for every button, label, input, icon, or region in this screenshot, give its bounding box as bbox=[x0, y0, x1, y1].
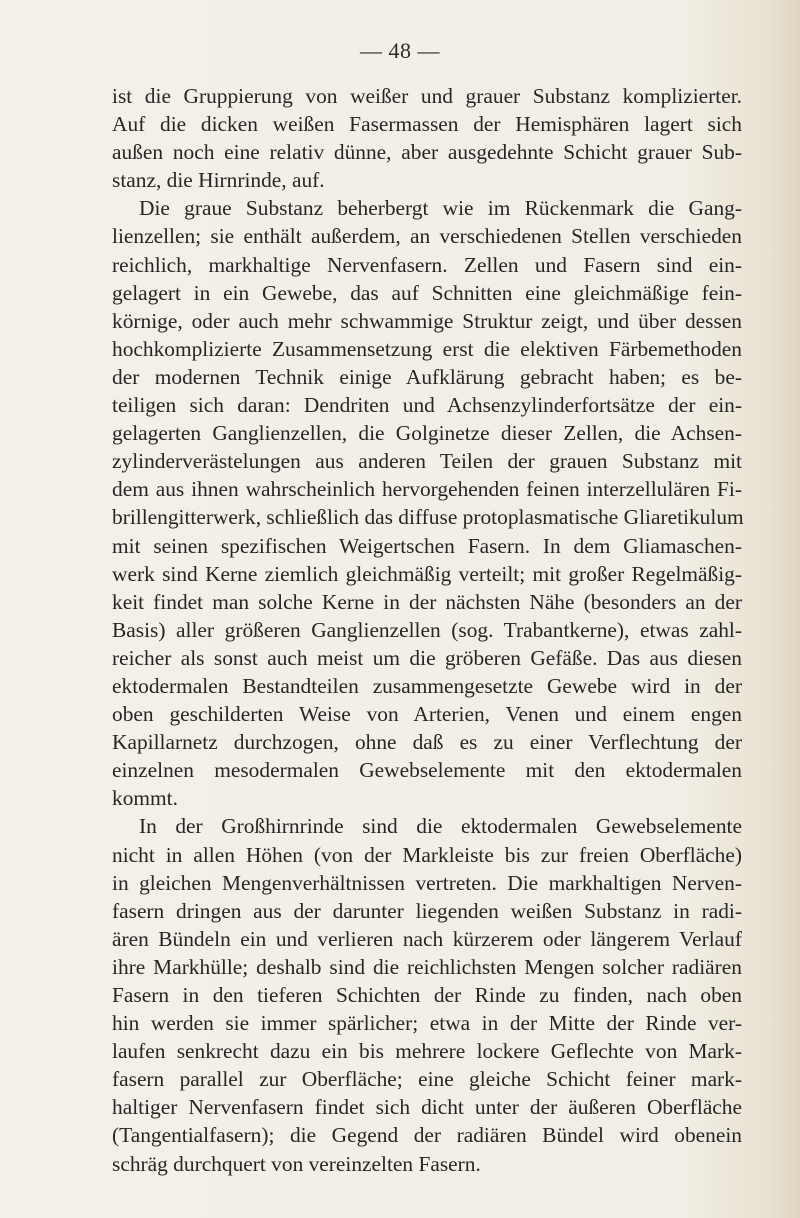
text-line: In der Großhirnrinde sind die ektodermalen Gewebselemente bbox=[139, 814, 742, 839]
text-line: körnige, oder auch mehr schwammige Struktur zeigt, und über dessen bbox=[112, 308, 742, 333]
text-line: Basis) aller größeren Ganglienzellen (sog. Trabantkerne), etwas zahl- bbox=[112, 617, 742, 642]
text-line: (Tangentialfasern); die Gegend der radiären Bündel wird obenein bbox=[112, 1123, 742, 1148]
text-line: keit findet man solche Kerne in der nächsten Nähe (besonders an der bbox=[112, 589, 742, 614]
text-line: außen noch eine relativ dünne, aber ausgedehnte Schicht grauer Sub- bbox=[112, 140, 742, 165]
text-line: ihre Markhülle; deshalb sind die reichlichsten Mengen solcher radiären bbox=[112, 954, 742, 979]
text-line: Die graue Substanz beherbergt wie im Rückenmark die Gang- bbox=[139, 196, 742, 221]
text-line: gelagert in ein Gewebe, das auf Schnitten eine gleichmäßige fein- bbox=[112, 280, 742, 305]
text-line: mit seinen spezifischen Weigertschen Fasern. In dem Gliamaschen- bbox=[112, 533, 742, 558]
text-line: reichlich, markhaltige Nervenfasern. Zellen und Fasern sind ein- bbox=[112, 252, 742, 277]
text-line: gelagerten Ganglienzellen, die Golginetze dieser Zellen, die Achsen- bbox=[112, 421, 742, 446]
text-line: der modernen Technik einige Aufklärung gebracht haben; es be- bbox=[112, 364, 742, 389]
text-line: nicht in allen Höhen (von der Markleiste bis zur freien Oberfläche) bbox=[112, 842, 742, 867]
body-text bbox=[112, 82, 742, 1178]
text-line: Kapillarnetz durchzogen, ohne daß es zu einer Verflechtung der bbox=[112, 730, 742, 755]
text-line: hochkomplizierte Zusammensetzung erst die elektiven Färbemethoden bbox=[112, 336, 742, 361]
text-line: oben geschilderten Weise von Arterien, Venen und einem engen bbox=[112, 702, 742, 727]
text-line: haltiger Nervenfasern findet sich dicht unter der äußeren Oberfläche bbox=[112, 1095, 742, 1120]
text-line: Auf die dicken weißen Fasermassen der Hemisphären lagert sich bbox=[112, 112, 742, 137]
text-line: ären Bündeln ein und verlieren nach kürzerem oder längerem Verlauf bbox=[112, 926, 742, 951]
text-line: brillengitterwerk, schließlich das diffuse protoplasmatische Gliaretikulum bbox=[112, 505, 744, 530]
text-line: reicher als sonst auch meist um die gröberen Gefäße. Das aus diesen bbox=[112, 645, 742, 670]
text-line: laufen senkrecht dazu ein bis mehrere lockere Geflechte von Mark- bbox=[112, 1039, 742, 1064]
text-line: ist die Gruppierung von weißer und grauer Substanz komplizierter. bbox=[112, 84, 742, 108]
text-line: werk sind Kerne ziemlich gleichmäßig verteilt; mit großer Regelmäßig- bbox=[112, 561, 742, 586]
text-line: teiligen sich daran: Dendriten und Achsenzylinderfortsätze der ein- bbox=[112, 393, 742, 418]
text-line: schräg durchquert von vereinzelten Fasern. bbox=[112, 1151, 481, 1176]
text-line: lienzellen; sie enthält außerdem, an verschiedenen Stellen verschieden bbox=[112, 224, 742, 249]
text-line: Fasern in den tieferen Schichten der Rinde zu finden, nach oben bbox=[112, 983, 742, 1007]
text-line: in gleichen Mengenverhältnissen vertreten. Die markhaltigen Nerven- bbox=[112, 870, 742, 895]
text-line: fasern parallel zur Oberfläche; eine gleiche Schicht feiner mark- bbox=[112, 1067, 742, 1092]
text-line: ektodermalen Bestandteilen zusammengesetzte Gewebe wird in der bbox=[112, 673, 742, 698]
text-line: zylinderverästelungen aus anderen Teilen der grauen Substanz mit bbox=[112, 449, 742, 474]
text-line: fasern dringen aus der darunter liegenden weißen Substanz in radi- bbox=[112, 898, 742, 923]
text-line: stanz, die Hirnrinde, auf. bbox=[112, 168, 325, 193]
text-line: dem aus ihnen wahrscheinlich hervorgehenden feinen interzellulären Fi- bbox=[112, 477, 742, 502]
page-number: — 48 — bbox=[360, 38, 440, 63]
text-line: hin werden sie immer spärlicher; etwa in der Mitte der Rinde ver- bbox=[112, 1011, 742, 1036]
text-line: einzelnen mesodermalen Gewebselemente mit den ektodermalen bbox=[112, 758, 742, 783]
text-line: kommt. bbox=[112, 786, 178, 811]
